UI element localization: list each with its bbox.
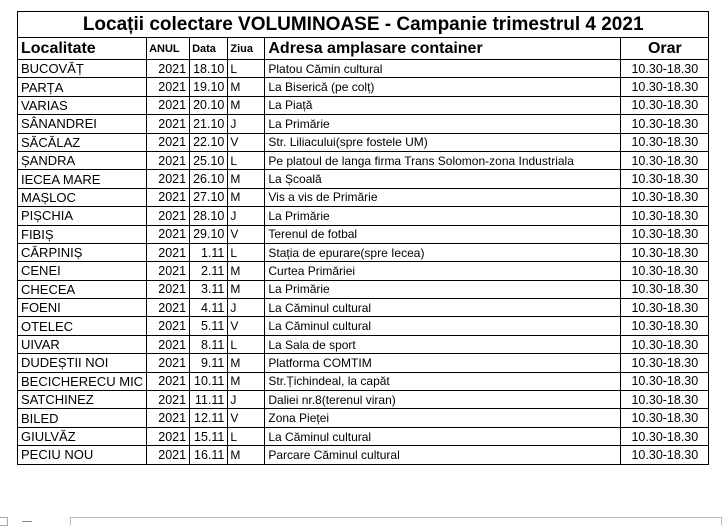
cell-adresa: Platforma COMTIM — [265, 354, 621, 372]
cell-ziua: M — [228, 262, 265, 280]
cell-adresa: Str. Liliacului(spre fostele UM) — [265, 133, 621, 151]
cell-orar: 10.30-18.30 — [621, 225, 709, 243]
cell-orar: 10.30-18.30 — [621, 262, 709, 280]
cell-localitate: FOENI — [18, 299, 147, 317]
cell-data: 15.11 — [190, 427, 228, 445]
cell-adresa: Terenul de fotbal — [265, 225, 621, 243]
table-row — [18, 409, 709, 427]
cell-adresa: La Piață — [265, 96, 621, 114]
cell-localitate: OTELEC — [18, 317, 147, 335]
cell-localitate: BILED — [18, 409, 147, 427]
table-row — [18, 78, 709, 96]
cell-anul: 2021 — [147, 225, 190, 243]
cell-orar: 10.30-18.30 — [621, 115, 709, 133]
cell-localitate: GIULVĂZ — [18, 427, 147, 445]
schedule-table — [17, 11, 709, 465]
cell-data: 2.11 — [190, 262, 228, 280]
cell-orar: 10.30-18.30 — [621, 427, 709, 445]
cell-anul: 2021 — [147, 207, 190, 225]
cell-adresa: La Sala de sport — [265, 335, 621, 353]
header-data: Data — [190, 38, 228, 60]
cell-anul: 2021 — [147, 96, 190, 114]
cell-adresa: Vis a vis de Primărie — [265, 188, 621, 206]
table-row — [18, 354, 709, 372]
cell-adresa: La Primărie — [265, 115, 621, 133]
cell-adresa: Pe platoul de langa firma Trans Solomon-zona Industriala — [265, 151, 621, 169]
table-row — [18, 317, 709, 335]
cell-anul: 2021 — [147, 188, 190, 206]
cell-orar: 10.30-18.30 — [621, 243, 709, 261]
cell-orar: 10.30-18.30 — [621, 335, 709, 353]
cell-anul: 2021 — [147, 446, 190, 464]
cell-anul: 2021 — [147, 391, 190, 409]
cell-anul: 2021 — [147, 133, 190, 151]
cell-orar: 10.30-18.30 — [621, 78, 709, 96]
cell-orar: 10.30-18.30 — [621, 151, 709, 169]
cell-data: 8.11 — [190, 335, 228, 353]
cell-data: 1.11 — [190, 243, 228, 261]
cell-data: 19.10 — [190, 78, 228, 96]
cell-orar: 10.30-18.30 — [621, 170, 709, 188]
cell-orar: 10.30-18.30 — [621, 133, 709, 151]
cell-ziua: L — [228, 335, 265, 353]
table-row — [18, 151, 709, 169]
cell-localitate: SĂCĂLAZ — [18, 133, 147, 151]
bottom-toolbar — [0, 516, 728, 525]
cell-localitate: UIVAR — [18, 335, 147, 353]
cell-anul: 2021 — [147, 60, 190, 78]
cell-adresa: Daliei nr.8(terenul viran) — [265, 391, 621, 409]
table-row — [18, 60, 709, 78]
cell-anul: 2021 — [147, 262, 190, 280]
cell-adresa: Platou Cămin cultural — [265, 60, 621, 78]
caption-input[interactable] — [70, 517, 722, 525]
table-row — [18, 225, 709, 243]
cell-adresa: La Căminul cultural — [265, 427, 621, 445]
cell-ziua: V — [228, 225, 265, 243]
table-row — [18, 243, 709, 261]
cell-data: 22.10 — [190, 133, 228, 151]
cell-anul: 2021 — [147, 115, 190, 133]
cell-adresa: Str.Țichindeal, la capăt — [265, 372, 621, 390]
cell-data: 21.10 — [190, 115, 228, 133]
cell-orar: 10.30-18.30 — [621, 391, 709, 409]
cell-data: 16.11 — [190, 446, 228, 464]
cell-ziua: M — [228, 96, 265, 114]
cell-anul: 2021 — [147, 78, 190, 96]
cell-anul: 2021 — [147, 170, 190, 188]
cell-ziua: J — [228, 115, 265, 133]
table-row — [18, 446, 709, 464]
cell-ziua: M — [228, 188, 265, 206]
header-ziua: Ziua — [228, 38, 265, 60]
cell-orar: 10.30-18.30 — [621, 280, 709, 298]
cell-data: 10.11 — [190, 372, 228, 390]
cell-anul: 2021 — [147, 243, 190, 261]
cell-anul: 2021 — [147, 151, 190, 169]
cell-ziua: J — [228, 207, 265, 225]
cell-localitate: PIȘCHIA — [18, 207, 147, 225]
cell-orar: 10.30-18.30 — [621, 188, 709, 206]
table-row — [18, 96, 709, 114]
cell-anul: 2021 — [147, 280, 190, 298]
cell-orar: 10.30-18.30 — [621, 372, 709, 390]
cell-localitate: MAȘLOC — [18, 188, 147, 206]
cell-ziua: L — [228, 243, 265, 261]
table-row — [18, 207, 709, 225]
cell-anul: 2021 — [147, 317, 190, 335]
table-row — [18, 299, 709, 317]
cell-localitate: BUCOVĂȚ — [18, 60, 147, 78]
cell-adresa: La Primărie — [265, 207, 621, 225]
cell-localitate: ȘANDRA — [18, 151, 147, 169]
title-row — [18, 12, 709, 38]
header-orar: Orar — [621, 38, 709, 60]
table-row — [18, 335, 709, 353]
cell-ziua: M — [228, 354, 265, 372]
cell-data: 11.11 — [190, 391, 228, 409]
cell-adresa: La Căminul cultural — [265, 299, 621, 317]
cell-data: 26.10 — [190, 170, 228, 188]
cell-ziua: J — [228, 299, 265, 317]
cell-orar: 10.30-18.30 — [621, 207, 709, 225]
cell-localitate: SATCHINEZ — [18, 391, 147, 409]
cell-orar: 10.30-18.30 — [621, 446, 709, 464]
cell-localitate: BECICHERECU MIC — [18, 372, 147, 390]
cell-ziua: M — [228, 78, 265, 96]
cell-ziua: J — [228, 391, 265, 409]
cell-ziua: M — [228, 446, 265, 464]
cell-data: 29.10 — [190, 225, 228, 243]
cell-anul: 2021 — [147, 354, 190, 372]
cell-data: 25.10 — [190, 151, 228, 169]
cell-orar: 10.30-18.30 — [621, 317, 709, 335]
cell-ziua: M — [228, 372, 265, 390]
header-localitate: Localitate — [18, 38, 147, 60]
cell-localitate: CĂRPINIȘ — [18, 243, 147, 261]
cell-orar: 10.30-18.30 — [621, 60, 709, 78]
cell-localitate: CHECEA — [18, 280, 147, 298]
cell-data: 4.11 — [190, 299, 228, 317]
cell-orar: 10.30-18.30 — [621, 354, 709, 372]
cell-adresa: La Primărie — [265, 280, 621, 298]
cell-data: 9.11 — [190, 354, 228, 372]
cell-adresa: Zona Pieței — [265, 409, 621, 427]
cell-localitate: CENEI — [18, 262, 147, 280]
cell-anul: 2021 — [147, 372, 190, 390]
cell-anul: 2021 — [147, 409, 190, 427]
cell-localitate: SÂNANDREI — [18, 115, 147, 133]
table-row — [18, 391, 709, 409]
header-adresa: Adresa amplasare container — [265, 38, 621, 60]
table-row — [18, 280, 709, 298]
cell-data: 3.11 — [190, 280, 228, 298]
table-row — [18, 188, 709, 206]
header-anul: ANUL — [147, 38, 190, 60]
cell-adresa: Curtea Primăriei — [265, 262, 621, 280]
table-title: Locații colectare VOLUMINOASE - Campanie trimestrul 4 2021 — [18, 12, 709, 38]
header-row — [18, 38, 709, 60]
cell-localitate: PECIU NOU — [18, 446, 147, 464]
cell-data: 5.11 — [190, 317, 228, 335]
cell-localitate: PARȚA — [18, 78, 147, 96]
cell-localitate: DUDEȘTII NOI — [18, 354, 147, 372]
cell-data: 28.10 — [190, 207, 228, 225]
table-row — [18, 372, 709, 390]
cell-ziua: V — [228, 409, 265, 427]
cell-adresa: Stația de epurare(spre Iecea) — [265, 243, 621, 261]
cell-localitate: VARIAS — [18, 96, 147, 114]
cell-data: 18.10 — [190, 60, 228, 78]
cell-ziua: V — [228, 317, 265, 335]
table-row — [18, 262, 709, 280]
cell-adresa: La Căminul cultural — [265, 317, 621, 335]
cell-ziua: L — [228, 427, 265, 445]
cell-data: 27.10 — [190, 188, 228, 206]
cell-adresa: La Biserică (pe colț) — [265, 78, 621, 96]
cell-ziua: M — [228, 170, 265, 188]
cell-ziua: M — [228, 280, 265, 298]
cell-orar: 10.30-18.30 — [621, 299, 709, 317]
cell-data: 12.11 — [190, 409, 228, 427]
cell-localitate: FIBIȘ — [18, 225, 147, 243]
cell-data: 20.10 — [190, 96, 228, 114]
cell-ziua: V — [228, 133, 265, 151]
table-row — [18, 427, 709, 445]
cell-adresa: La Școală — [265, 170, 621, 188]
cell-anul: 2021 — [147, 299, 190, 317]
table-row — [18, 133, 709, 151]
cell-orar: 10.30-18.30 — [621, 96, 709, 114]
cell-ziua: L — [228, 60, 265, 78]
cell-adresa: Parcare Căminul cultural — [265, 446, 621, 464]
cell-anul: 2021 — [147, 335, 190, 353]
cell-localitate: IECEA MARE — [18, 170, 147, 188]
cell-orar: 10.30-18.30 — [621, 409, 709, 427]
table-row — [18, 115, 709, 133]
cell-anul: 2021 — [147, 427, 190, 445]
dash-icon — [22, 521, 32, 522]
cell-ziua: L — [228, 151, 265, 169]
table-row — [18, 170, 709, 188]
